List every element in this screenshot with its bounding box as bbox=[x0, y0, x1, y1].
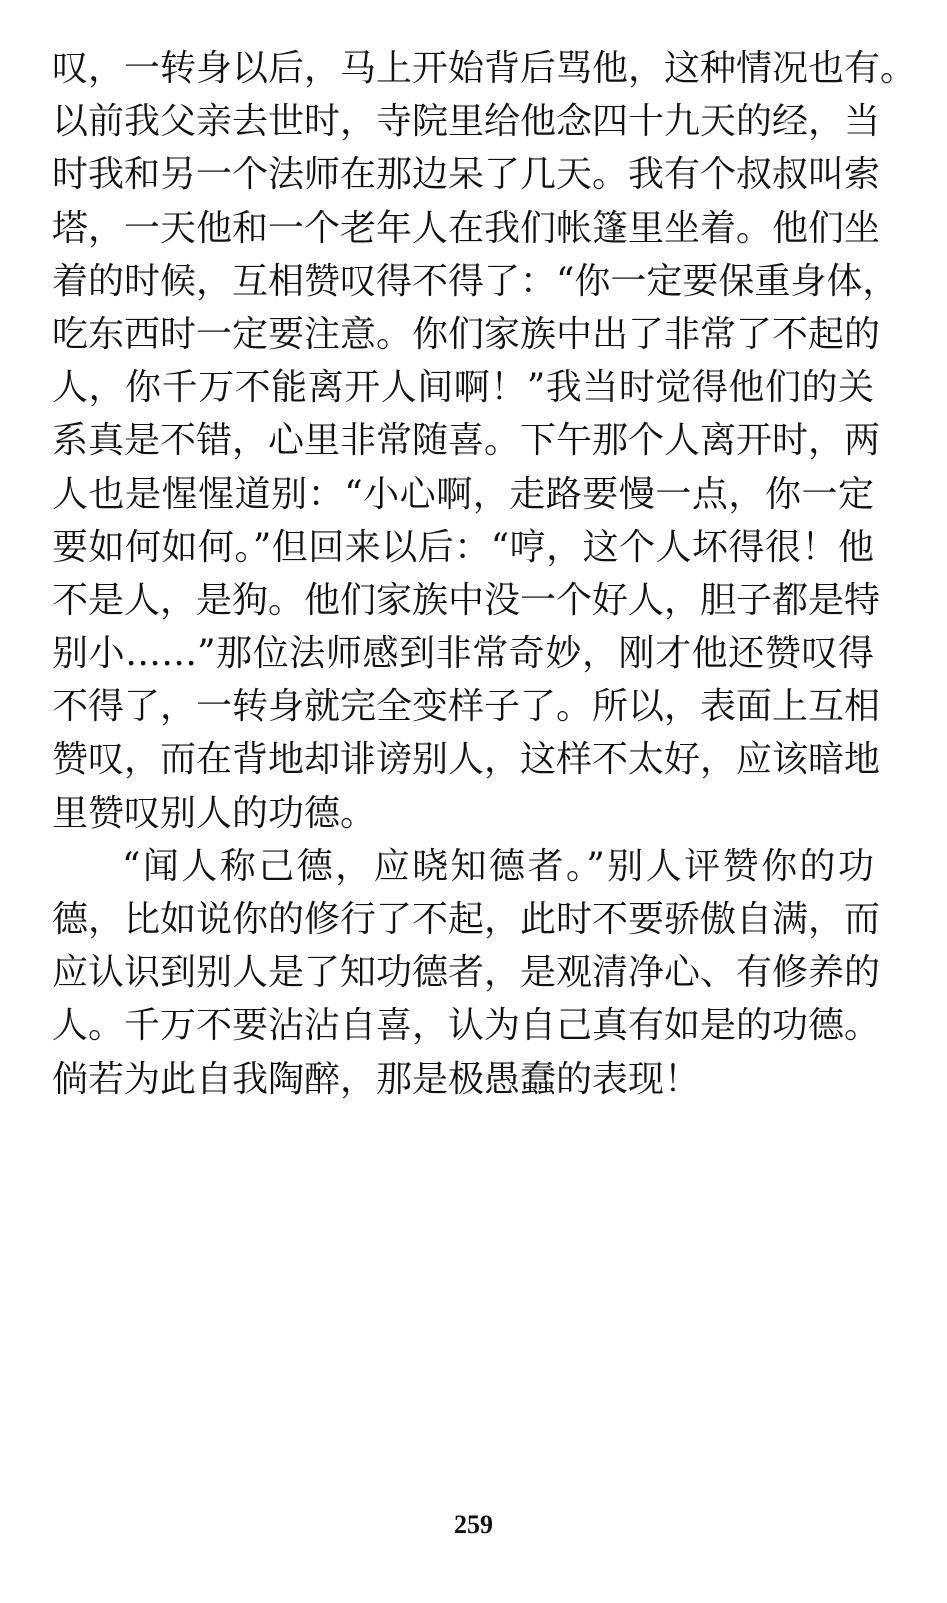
text-line: 人，你千万不能离开人间啊！”我当时觉得他们的关 bbox=[52, 367, 874, 409]
text-line: 要如何如何。”但回来以后：“哼，这个人坏得很！他 bbox=[52, 526, 874, 568]
text-line: 别小……”那位法师感到非常奇妙，刚才他还赞叹得 bbox=[52, 633, 874, 675]
text-line: 着的时候，互相赞叹得不得了：“你一定要保重身体， bbox=[52, 260, 899, 302]
text-line: 以前我父亲去世时，寺院里给他念四十九天的经，当 bbox=[52, 101, 881, 143]
text-line: 倘若为此自我陶醉，那是极愚蠢的表现！ bbox=[52, 1058, 701, 1100]
text-line: 叹，一转身以后，马上开始背后骂他，这种情况也有。 bbox=[52, 48, 917, 89]
text-line: 时我和另一个法师在那边呆了几天。我有个叔叔叫索 bbox=[52, 154, 881, 196]
text-line: 吃东西时一定要注意。你们家族中出了非常了不起的 bbox=[52, 313, 881, 355]
text-line: 人。千万不要沾沾自喜，认为自己真有如是的功德。 bbox=[52, 1005, 881, 1047]
text-line: 人也是惺惺道别：“小心啊，走路要慢一点，你一定 bbox=[52, 473, 874, 515]
text-line: 赞叹，而在背地却诽谤别人，这样不太好，应该暗地 bbox=[52, 739, 881, 781]
text-line: 不是人，是狗。他们家族中没一个好人，胆子都是特 bbox=[52, 579, 881, 621]
text-line: 系真是不错，心里非常随喜。下午那个人离开时，两 bbox=[52, 420, 881, 462]
text-line: 应认识到别人是了知功德者，是观清净心、有修养的 bbox=[52, 952, 881, 994]
text-line: 塔，一天他和一个老年人在我们帐篷里坐着。他们坐 bbox=[52, 207, 881, 249]
text-line: “闻人称己德，应晓知德者。”别人评赞你的功 bbox=[122, 845, 874, 887]
page-number: 259 bbox=[454, 1510, 493, 1539]
text-line: 德，比如说你的修行了不起，此时不要骄傲自满，而 bbox=[52, 899, 881, 940]
text-line: 里赞叹别人的功德。 bbox=[52, 792, 377, 834]
body-text bbox=[52, 42, 917, 1106]
text-line: 不得了，一转身就完全变样子了。所以，表面上互相 bbox=[52, 686, 881, 728]
